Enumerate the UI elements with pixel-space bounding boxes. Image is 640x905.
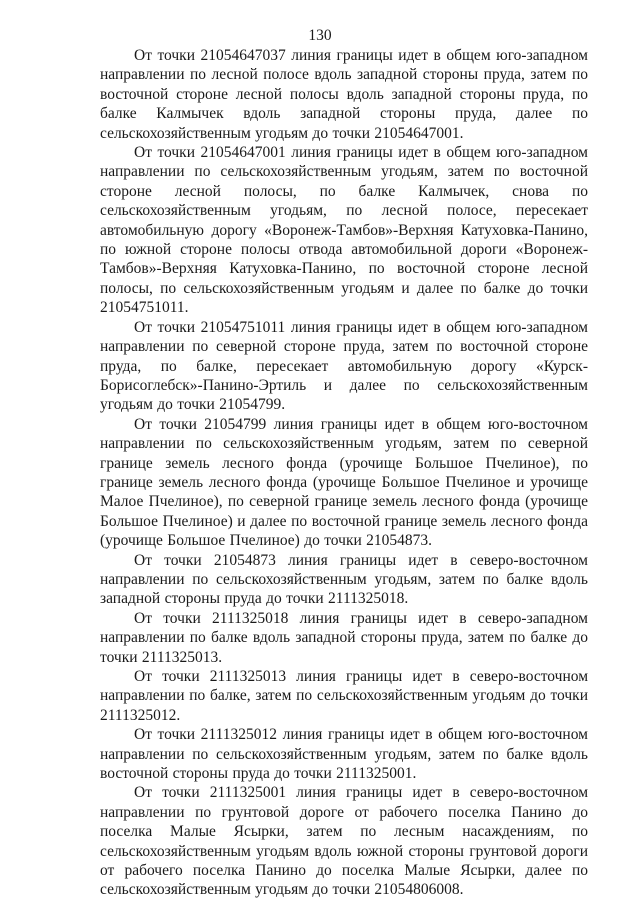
paragraph: От точки 21054873 линия границы идет в северо-восточном направлении по сельскохозяйственным угодьям, затем по балке вдоль западной стороны пруда до точки 2111325018. <box>100 551 588 608</box>
paragraph: От точки 2111325018 линия границы идет в северо-западном направлении по балке вдоль западной стороны пруда, затем по балке до точки 2111325013. <box>100 609 588 666</box>
page-number: 130 <box>308 27 332 44</box>
document-body <box>100 46 588 900</box>
paragraph: От точки 21054799 линия границы идет в общем юго-восточном направлении по сельскохозяйственным угодьям, затем по северной границе земель лесного фонда (урочище Большое Пчелиное), по границе земель лесного фонда (урочище Большое Пчелиное и урочище Малое Пчелиное), по северной границе земель лесного фонда (урочище Большое Пчелиное) и далее по восточной границе земель лесного фонда (урочище Большое Пчелиное) до точки 21054873. <box>100 415 588 550</box>
paragraph: От точки 21054751011 линия границы идет в общем юго-западном направлении по северной стороне пруда, затем по восточной стороне пруда, по балке, пересекает автомобильную дорогу «Курск-Борисоглебск»-Панино-Эртиль и далее по сельскохозяйственным угодьям до точки 21054799. <box>100 318 588 414</box>
paragraph: От точки 2111325012 линия границы идет в общем юго-восточном направлении по сельскохозяйственным угодьям, затем по балке вдоль восточной стороны пруда до точки 2111325001. <box>100 726 588 783</box>
paragraph: От точки 2111325001 линия границы идет в северо-восточном направлении по грунтовой дороге от рабочего поселка Панино до поселка Малые Ясырки, затем по лесным насаждениям, по сельскохозяйственным угодьям вдоль южной стороны грунтовой дороги от рабочего поселка Панино до поселка Малые Ясырки, далее по сельскохозяйственным угодьям до точки 21054806008. <box>100 784 588 899</box>
paragraph: От точки 21054647037 линия границы идет в общем юго-западном направлении по лесной полосе вдоль западной стороны пруда, затем по восточной стороне лесной полосы вдоль западной стороны пруда, по балке Калмычек вдоль западной стороны пруда, далее по сельскохозяйственным угодьям до точки 21054647001. <box>100 47 588 142</box>
paragraph: От точки 2111325013 линия границы идет в северо-восточном направлении по балке, затем по сельскохозяйственным угодьям до точки 2111325012. <box>100 668 588 724</box>
paragraph: От точки 21054647001 линия границы идет в общем юго-западном направлении по сельскохозяйственным угодьям, затем по восточной стороне лесной полосы, по балке Калмычек, снова по сельскохозяйственным угодьям, по лесной полосе, пересекает автомобильную дорогу «Воронеж-Тамбов»-Верхняя Катуховка-Панино, по южной стороне полосы отвода автомобильной дороги «Воронеж-Тамбов»-Верхняя Катуховка-Панино, по восточной стороне лесной полосы, по сельскохозяйственным угодьям и далее по балке до точки 21054751011. <box>100 144 588 317</box>
